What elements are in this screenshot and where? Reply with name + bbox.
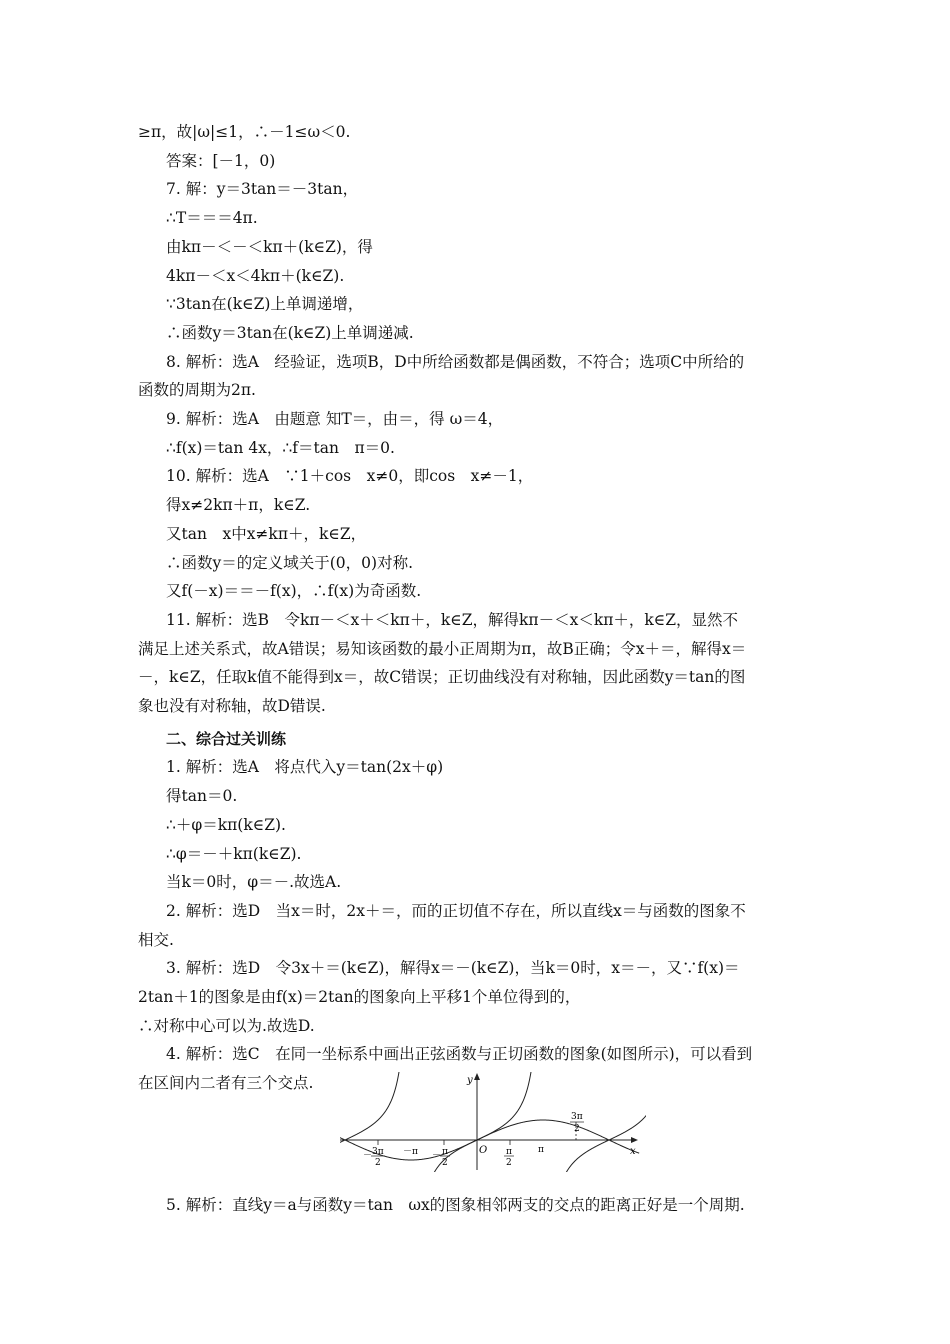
text-line: ∴对称中心可以为.故选D. (138, 1016, 315, 1035)
text-line: 得x≠2kπ＋π，k∈Z. (166, 496, 311, 515)
text-line: 又tan x中x≠kπ＋，k∈Z， (166, 524, 367, 543)
text-line: 象也没有对称轴，故D错误. (138, 697, 326, 715)
text-line: 由kπ－＜－＜kπ＋(k∈Z)，得 (166, 237, 373, 256)
text-line: ≥π，故|ω|≤1，∴－1≤ω＜0. (138, 123, 351, 141)
x-axis-label: x (630, 1146, 636, 1157)
text-line: 2tan＋1的图象是由f(x)＝2tan的图象向上平移1个单位得到的， (138, 988, 581, 1006)
tick-label-neg-3pi-2-den: 2 (375, 1158, 381, 1168)
text-line: －，k∈Z，任取k值不能得到x＝，故C错误；正切曲线没有对称轴，因此函数y＝tan的图 (138, 668, 746, 687)
text-line: 当k＝0时，φ＝－.故选A. (166, 873, 342, 892)
tick-label-neg-pi: －π (403, 1147, 418, 1157)
y-axis-arrow (474, 1073, 480, 1080)
text-line: 相交. (138, 930, 174, 949)
text-line: ∴T＝＝＝4π. (166, 209, 258, 228)
sine-tangent-figure (340, 1072, 646, 1172)
text-line: 10. 解析：选A ∵1＋cos x≠0，即cos x≠－1， (166, 467, 534, 486)
tick-label-neg-pi-2-den: 2 (442, 1158, 448, 1168)
text-line: 7. 解：y＝3tan＝－3tan， (166, 180, 359, 199)
tick-label-neg-3pi-2-num: 3π (372, 1147, 384, 1157)
text-line: 8. 解析：选A 经验证，选项B，D中所给函数都是偶函数，不符合；选项C中所给的 (166, 352, 745, 371)
tick-label-pi: π (538, 1145, 544, 1155)
text-line: ∴f(x)＝tan 4x，∴f＝tan π＝0. (166, 438, 395, 457)
text-line: ∴＋φ＝kπ(k∈Z). (166, 815, 286, 834)
text-line: 答案：[－1，0) (166, 151, 276, 170)
text-line: 2. 解析：选D 当x＝时，2x＋＝，而的正切值不存在，所以直线x＝与函数的图象不 (166, 901, 746, 920)
text-line: 得tan＝0. (166, 787, 238, 806)
text-line: 满足上述关系式，故A错误；易知该函数的最小正周期为π，故B正确；令x＋＝，解得x＝ (138, 639, 747, 658)
answer-5: 5. 解析：直线y＝a与函数y＝tan ωx的图象相邻两支的交点的距离正好是一个周期. (166, 1196, 745, 1214)
text-line: 又f(－x)＝＝－f(x)，∴f(x)为奇函数. (166, 582, 422, 601)
text-line: ∴φ＝－＋kπ(k∈Z). (166, 844, 302, 863)
text-line: 4. 解析：选C 在同一坐标系中画出正弦函数与正切函数的图象(如图所示)，可以看到 (166, 1045, 753, 1064)
text-line: 9. 解析：选A 由题意 知T＝，由＝，得 ω＝4， (166, 410, 504, 428)
tick-label-3pi-2-den: 2 (574, 1124, 580, 1134)
text-line: 在区间内二者有三个交点. (138, 1074, 314, 1093)
tick-label-pi-2-num: π (506, 1147, 512, 1157)
origin-label: O (479, 1145, 488, 1156)
text-line: 11. 解析：选B 令kπ－＜x＋＜kπ＋，k∈Z，解得kπ－＜x＜kπ＋，k∈Z，显然不 (166, 610, 739, 629)
tick-label-neg-pi-2-num: π (442, 1147, 448, 1157)
text-line: 4kπ－＜x＜4kπ＋(k∈Z). (166, 266, 345, 285)
y-axis-label: y (467, 1075, 473, 1086)
text-line: ∴函数y＝3tan在(k∈Z)上单调递减. (166, 323, 414, 342)
text-line: 1. 解析：选A 将点代入y＝tan(2x＋φ) (166, 758, 444, 777)
section-heading: 二、综合过关训练 (166, 729, 287, 748)
sine-tangent-graph (340, 1072, 646, 1172)
text-line: 3. 解析：选D 令3x＋＝(k∈Z)，解得x＝－(k∈Z)，当k＝0时，x＝－，又∵f(x)＝ (166, 959, 740, 978)
x-axis-arrow (631, 1137, 638, 1143)
tick-label-neg-3pi-2-sign: － (363, 1151, 373, 1161)
tick-label-pi-2-den: 2 (506, 1158, 512, 1168)
tick-label-neg-pi-2-sign: － (432, 1151, 442, 1161)
text-line: ∴函数y＝的定义域关于(0，0)对称. (166, 553, 414, 572)
tangent-branch-middle (434, 1072, 531, 1172)
text-line: 函数的周期为2π. (138, 381, 256, 400)
tick-label-3pi-2-num: 3π (571, 1112, 583, 1122)
text-line: ∵3tan在(k∈Z)上单调递增， (166, 295, 364, 314)
